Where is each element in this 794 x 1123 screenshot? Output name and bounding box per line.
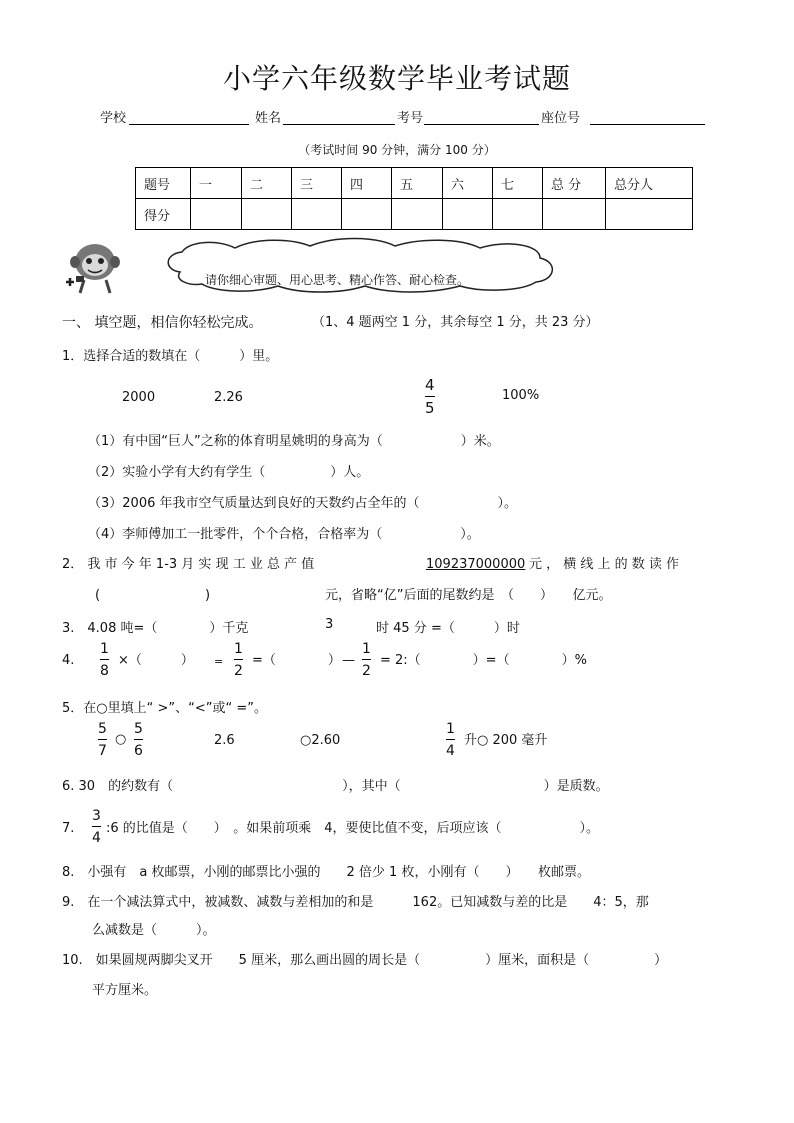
denominator: 2	[234, 663, 243, 679]
monkey-mascot-icon	[62, 238, 132, 296]
fraction-3-4	[92, 809, 101, 845]
question-10-line-1: 10. 如果圆规两脚尖叉开 5 厘米，那么画出圆的周长是（ ）厘米，面积是（ ）	[62, 953, 668, 968]
table-cell: 五	[392, 168, 443, 199]
cloud-text: 请你细心审题、用心思考、精心作答、耐心检查。	[205, 273, 470, 287]
compare-circle[interactable]: ○	[115, 732, 127, 747]
question-2-line-1-tail: 元 ， 横 线 上 的 数 读 作	[529, 557, 680, 572]
numerator: 3	[92, 809, 101, 827]
question-4-label: 4.	[62, 653, 75, 668]
numerator: 5	[98, 722, 107, 740]
question-2-line-2: 元，省略“亿”后面的尾数约是 （ ） 亿元。	[325, 588, 612, 603]
numerator: 4	[425, 378, 435, 397]
exam-no-label: 考号	[397, 111, 424, 126]
seat-label: 座位号	[541, 111, 581, 126]
question-1-stem: 1．选择合适的数填在（ ）里。	[62, 349, 279, 364]
question-3-number: 3	[325, 617, 334, 632]
question-3-part-a: 3. 4.08 吨=（ ）千克	[62, 621, 249, 636]
score-table	[135, 167, 693, 230]
table-cell: 二	[242, 168, 292, 199]
table-cell: 题号	[136, 168, 191, 199]
question-2-number: 109237000000	[426, 557, 526, 572]
table-cell: 四	[342, 168, 392, 199]
seat-field[interactable]	[590, 112, 705, 125]
choice-100-percent: 100%	[502, 388, 540, 403]
name-label: 姓名	[255, 111, 282, 126]
score-table-score-row	[136, 199, 693, 230]
exam-no-field[interactable]	[424, 112, 539, 125]
table-cell: 三	[292, 168, 342, 199]
question-2-paren-close: )	[205, 588, 211, 603]
numerator: 5	[134, 722, 143, 740]
fraction-1-2-b	[362, 642, 371, 678]
fraction-1-4	[446, 722, 455, 758]
question-1-sub-1: （1）有中国“巨人”之称的体育明星姚明的身高为（ ）米。	[88, 434, 500, 449]
choice-2.26: 2.26	[214, 390, 243, 405]
denominator: 7	[98, 743, 107, 759]
denominator: 5	[425, 399, 435, 417]
question-2-line-1: 2． 我 市 今 年 1-3 月 实 现 工 业 总 产 值	[62, 557, 315, 572]
score-input-cell[interactable]	[606, 199, 693, 230]
denominator: 4	[446, 743, 455, 759]
fraction-1-8	[100, 642, 109, 678]
section-points: （1、4 题两空 1 分，其余每空 1 分，共 23 分）	[312, 315, 599, 330]
score-input-cell[interactable]	[292, 199, 342, 230]
school-field[interactable]	[129, 112, 249, 125]
question-5-pair-2-b: ○2.60	[300, 733, 341, 748]
numerator: 1	[446, 722, 455, 740]
score-input-cell[interactable]	[443, 199, 493, 230]
table-cell: 总分人	[606, 168, 693, 199]
score-input-cell[interactable]	[342, 199, 392, 230]
section-heading: 一、 填空题，相信你轻松完成。	[62, 315, 263, 331]
question-7-text: :6 的比值是（ ） 。如果前项乘 4，要使比值不变，后项应该（ ）。	[106, 821, 600, 836]
score-input-cell[interactable]	[392, 199, 443, 230]
question-1-sub-4: （4）李师傅加工一批零件，个个合格，合格率为（ ）。	[88, 527, 480, 542]
question-4-seg-2: =（ ）	[252, 653, 341, 668]
question-9-line-1: 9. 在一个减法算式中，被减数、减数与差相加的和是 162。已知减数与差的比是 4：5，那	[62, 895, 649, 910]
question-4-op-1: ×（ ）	[118, 653, 194, 668]
denominator: 4	[92, 830, 101, 846]
denominator: 8	[100, 663, 109, 679]
score-table-header-row	[136, 168, 693, 199]
question-9-line-2: 么减数是（ ）。	[92, 923, 216, 938]
school-label: 学校	[100, 111, 127, 126]
question-5-stem: 5．在○里填上“ >”、“<”或“ =”。	[62, 701, 267, 716]
page-title: 小学六年级数学毕业考试题	[222, 62, 571, 95]
numerator: 1	[362, 642, 371, 660]
table-cell: 一	[191, 168, 242, 199]
choice-fraction	[425, 378, 435, 416]
denominator: 6	[134, 743, 143, 759]
table-cell: 得分	[136, 199, 191, 230]
question-3-part-b: 时 45 分 =（ ）时	[376, 621, 520, 636]
table-cell: 七	[493, 168, 543, 199]
denominator: 2	[362, 663, 371, 679]
question-1-sub-3: （3）2006 年我市空气质量达到良好的天数约占全年的（ ）。	[88, 496, 517, 511]
question-4-seg-3: = 2:（ ）=（ ）%	[380, 653, 587, 668]
numerator: 1	[100, 642, 109, 660]
question-7-label: 7.	[62, 821, 75, 836]
fraction-5-7	[98, 722, 107, 758]
table-cell: 六	[443, 168, 493, 199]
numerator: 1	[234, 642, 243, 660]
question-6: 6. 30 的约数有（ ），其中（ ）是质数。	[62, 779, 609, 794]
question-8: 8. 小强有 a 枚邮票，小刚的邮票比小强的 2 倍少 1 枚，小刚有（ ） 枚邮票。	[62, 865, 590, 880]
exam-time-note: （考试时间 90 分钟，满分 100 分）	[298, 143, 496, 157]
score-input-cell[interactable]	[191, 199, 242, 230]
question-4-minus: —	[342, 653, 355, 668]
question-2-paren-open: (	[95, 588, 101, 603]
name-field[interactable]	[283, 112, 395, 125]
question-1-sub-2: （2）实验小学有大约有学生（ ）人。	[88, 465, 370, 480]
fraction-1-2-a	[234, 642, 243, 678]
table-cell: 总 分	[543, 168, 606, 199]
score-input-cell[interactable]	[242, 199, 292, 230]
choice-2000: 2000	[122, 390, 156, 405]
question-4-eq-1: =	[214, 655, 224, 668]
score-input-cell[interactable]	[493, 199, 543, 230]
score-input-cell[interactable]	[543, 199, 606, 230]
question-10-line-2: 平方厘米。	[92, 983, 158, 998]
question-5-pair-3: 升○ 200 毫升	[464, 733, 548, 748]
question-5-pair-2-a: 2.6	[214, 733, 235, 748]
fraction-5-6	[134, 722, 143, 758]
